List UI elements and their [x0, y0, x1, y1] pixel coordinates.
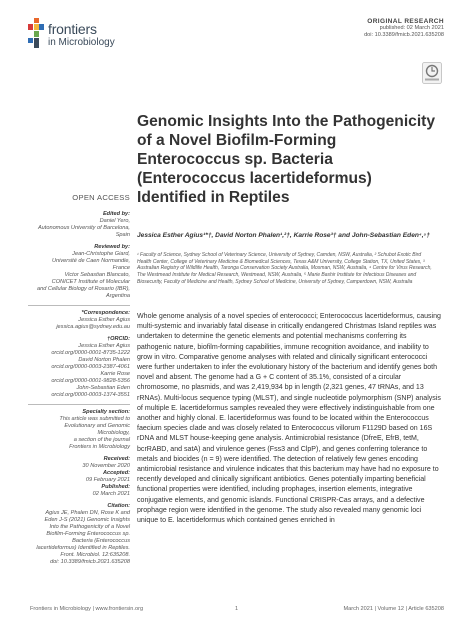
edited-by-label: Edited by:	[102, 211, 130, 217]
specialty-block	[28, 409, 130, 451]
specialty-line: a section of the journal	[73, 437, 130, 443]
reviewer-line: and Cellular Biology of Rosario (IBR),	[37, 286, 130, 292]
divider	[28, 305, 130, 306]
correspondence-label: *Correspondence:	[81, 310, 130, 316]
page-footer	[0, 598, 474, 620]
editor-name: Daniel Yero,	[99, 218, 130, 224]
article-sidebar	[28, 194, 130, 571]
specialty-line: This article was submitted to	[59, 416, 130, 422]
citation-line: Eden J-S (2021) Genomic Insights	[44, 517, 130, 523]
published-date-sidebar: 02 March 2021	[92, 491, 130, 497]
edited-by-block	[28, 211, 130, 239]
accepted-label: Accepted:	[102, 470, 130, 476]
author-list: Jessica Esther Agius¹*†, David Norton Phalen¹,²†, Karrie Rose³† and John-Sebastian Eden⁴,⁵†	[137, 232, 430, 239]
orcid-author: Karrie Rose	[100, 371, 130, 377]
published-label: Published:	[101, 484, 130, 490]
correspondence-block	[28, 310, 130, 331]
editor-country: Spain	[115, 232, 130, 238]
article-title: Genomic Insights Into the Pathogenicity of a Novel Biofilm-Forming Enterococcus sp. Bacteria (Enterococcus lacertideformus) Identified in Reptiles	[137, 113, 436, 206]
orcid-author: David Norton Phalen	[78, 357, 130, 363]
orcid-label: †ORCID:	[107, 336, 130, 342]
citation-line: Bacteria (Enterococcus	[72, 538, 130, 544]
citation-line: Front. Microbiol. 12:635208.	[60, 552, 130, 558]
citation-block	[28, 503, 130, 566]
divider	[28, 404, 130, 405]
reviewer-line: France	[112, 265, 130, 271]
check-for-updates-icon[interactable]	[422, 62, 442, 84]
orcid-link[interactable]: orcid.org/0000-0003-2387-4061	[51, 364, 130, 370]
orcid-link[interactable]: orcid.org/0000-0001-9828-5356	[51, 378, 130, 384]
published-date: published: 02 March 2021	[379, 25, 444, 31]
abstract-text: Whole genome analysis of a novel species of enterococci; Enterococcus lacertideformus, causing multi-systemic and invariably fatal disease in critically endangered Christmas Island reptiles was undertaken to determine the genetic elements and potential mechanisms conferring its pathogenic nature, biofilm-forming capabilities, immune recognition avoidance, and inability to grow in vitro. Comparative genome analyses with related and clinically significant enterococci were further undertaken to infer the evolutionary history of the bacterium and identify genes both novel and absent. The genome had a G + C content of 35.1%, consisted of a circular chromosome, no plasmids, and was 2,419,934 bp in length (2,321 genes, 47 tRNAs, and 13 rRNAs). Multi-locus sequence typing (MLST), and single nucleotide polymorphism (SNP) analysis of multiple E. lacertideformus samples revealed they were effectively indistinguishable from one another and highly clonal. E. lacertideformus was found to be located within the Enterococcus faecium species clade and was closely related to Enterococcus villorum F1129D based on 16S rDNA and MLST house-keeping gene analysis. Antimicrobial resistance (DfreE, EfrB, tetM, bcrRABD, and satA) and virulence genes (Fss3 and ClpP), and genes conferring tolerance to metals and biocides (n = 9) were identified. The detection of relatively few genes encoding antimicrobial resistance and virulence indicates that this bacterium may have had no exposure to recently developed and clinically significant antibiotics. Genes potentially imparting beneficial functional properties were identified, including prophages, insertion elements, integrative conjugative elements, and genomic islands. Functional CRISPR-Cas arrays, and a defective prophage region were identified in the genome. The study also revealed many genomic loci unique to E. lacertideformus which contained genes enriched in	[137, 313, 441, 525]
orcid-link[interactable]: orcid.org/0000-0001-8735-1222	[51, 350, 130, 356]
footer-journal[interactable]: Frontiers in Microbiology | www.frontiersin.org	[30, 606, 144, 612]
received-label: Received:	[103, 456, 130, 462]
citation-line: Into the Pathogenicity of a Novel	[49, 524, 130, 530]
frontiers-logo-icon	[28, 18, 44, 48]
specialty-line: Frontiers in Microbiology	[69, 444, 130, 450]
correspondence-email[interactable]: jessica.agius@sydney.edu.au	[56, 324, 130, 330]
accepted-date: 09 February 2021	[85, 477, 130, 483]
citation-doi[interactable]: doi: 10.3389/fmicb.2021.635208	[50, 559, 130, 565]
citation-line: lacertideformus) Identified in Reptiles.	[36, 545, 130, 551]
reviewer-line: Victor Sebastian Blancato,	[64, 272, 130, 278]
orcid-link[interactable]: orcid.org/0000-0003-1374-3551	[51, 392, 130, 398]
orcid-block	[28, 336, 130, 399]
reviewed-by-label: Reviewed by:	[94, 244, 130, 250]
journal-logo	[28, 18, 148, 50]
open-access-label: OPEN ACCESS	[72, 193, 130, 202]
page-number: 1	[235, 606, 239, 612]
citation-line: Biofilm-Forming Enterococcus sp.	[46, 531, 130, 537]
reviewer-line: Jean-Christophe Giard,	[72, 251, 130, 257]
article-type: ORIGINAL RESEARCH	[367, 18, 444, 25]
affiliations: ¹ Faculty of Science, Sydney School of Veterinary Science, University of Sydney, Camden, NSW, Australia, ² Schubot Exotic Bird Health Center, College of Veterinary Medicine & Biomedical Sciences, Texas A&M University, College Station, TX, United States, ³ Australian Registry of Wildlife Health, Taronga Conservation Society Australia, Mosman, NSW, Australia, ⁴ Centre for Virus Research, The Westmead Institute for Medical Research, Westmead, NSW, Australia, ⁵ Marie Bashir Institute for Infectious Diseases and Biosecurity, Faculty of Medicine and Health, Sydney School of Medicine, University of Sydney, Camperdown, NSW, Australia	[137, 252, 432, 285]
dates-block	[28, 456, 130, 498]
received-date: 30 November 2020	[82, 463, 130, 469]
reviewed-by-block	[28, 244, 130, 300]
citation-label: Citation:	[107, 503, 130, 509]
reviewer-line: CONICET Institute of Molecular	[51, 279, 130, 285]
citation-line: Agius JE, Phalen DN, Rose K and	[45, 510, 130, 516]
logo-text-frontiers: frontiers	[48, 21, 97, 37]
specialty-line: Evolutionary and Genomic	[64, 423, 130, 429]
orcid-author: John-Sebastian Eden	[76, 385, 130, 391]
footer-volume: March 2021 | Volume 12 | Article 635208	[343, 606, 444, 612]
logo-text-journal: in Microbiology	[48, 37, 115, 48]
reviewer-line: Université de Caen Normandie,	[51, 258, 130, 264]
correspondence-name: Jessica Esther Agius	[78, 317, 130, 323]
editor-affiliation: Autonomous University of Barcelona,	[37, 225, 130, 231]
specialty-line: Microbiology,	[97, 430, 130, 436]
orcid-author: Jessica Esther Agius	[78, 343, 130, 349]
article-header-info	[364, 18, 444, 39]
reviewer-line: Argentina	[106, 293, 130, 299]
specialty-label: Specialty section:	[82, 409, 130, 415]
article-doi[interactable]: doi: 10.3389/fmicb.2021.635208	[364, 32, 444, 38]
